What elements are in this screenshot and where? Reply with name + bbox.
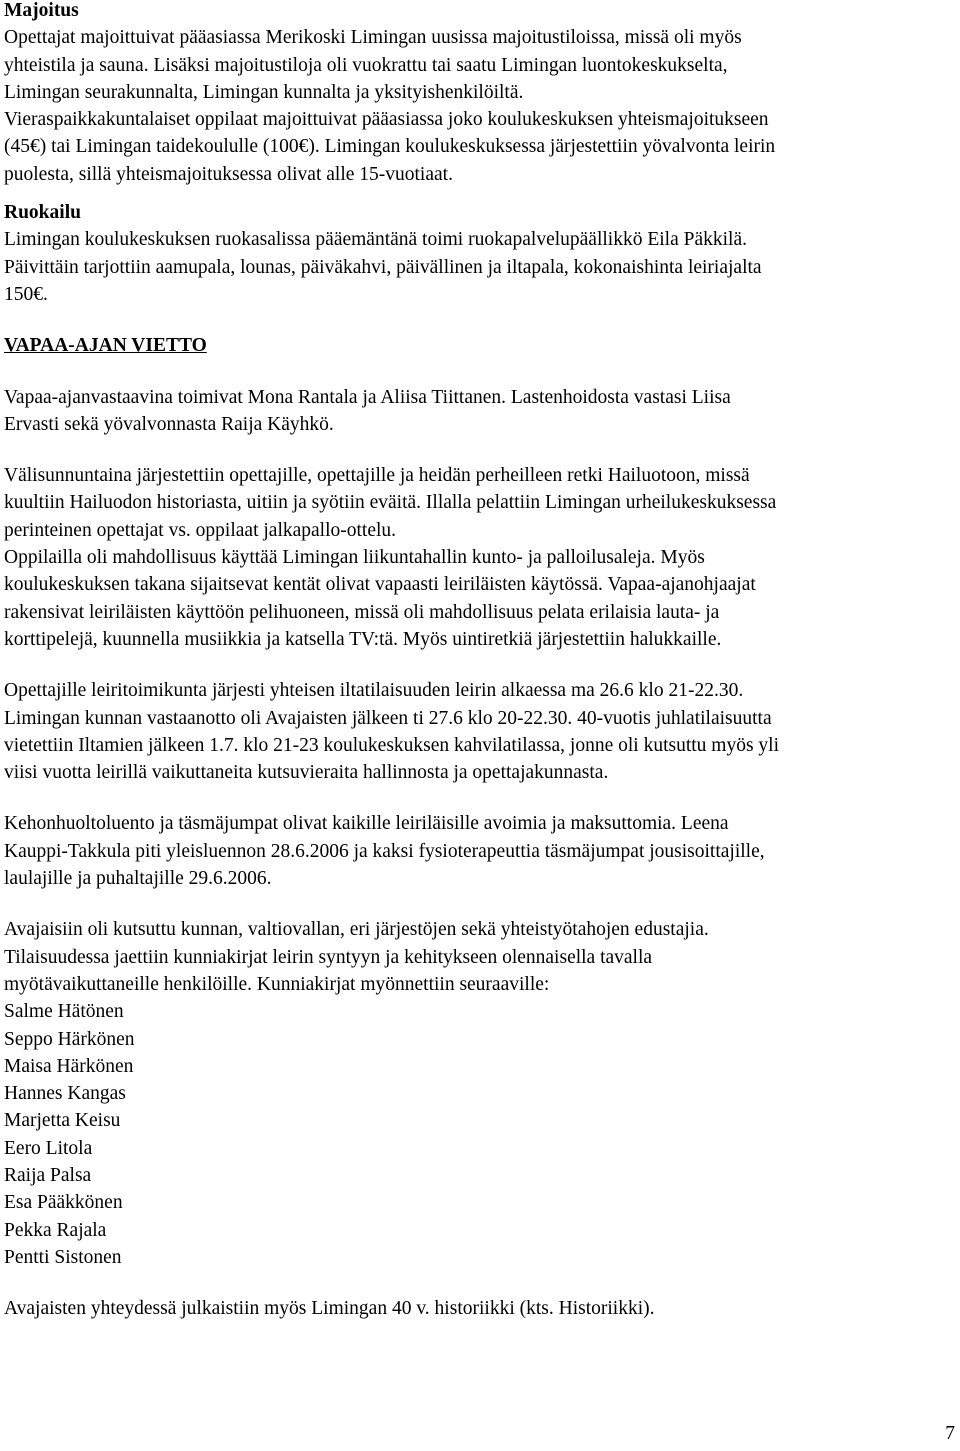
paragraph-line: laulajille ja puhaltajille 29.6.2006. [4,868,272,890]
honoree-name: Marjetta Keisu [4,1110,121,1132]
honoree-name: Pentti Sistonen [4,1246,122,1268]
majoitus-line: puolesta, sillä yhteismajoituksessa olivat alle 15-vuotiaat. [4,163,453,185]
paragraph-line: koulukeskuksen takana sijaitsevat kentät olivat vapaasti leiriläisten käytössä. Vapaa-ajanohjaajat [4,574,756,596]
ruokailu-heading: Ruokailu [4,202,81,224]
paragraph-line: Opettajille leiritoimikunta järjesti yhteisen iltatilaisuuden leirin alkaessa ma 26.6 klo 21-22.30. [4,680,744,702]
majoitus-line: Limingan seurakunnalta, Limingan kunnalta ja yksityishenkilöiltä. [4,81,524,103]
paragraph-line: Limingan kunnan vastaanotto oli Avajaisten jälkeen ti 27.6 klo 20-22.30. 40-vuotis juhlatilaisuutta [4,707,772,729]
majoitus-line: Opettajat majoittuivat pääasiassa Merikoski Limingan uusissa majoitustiloissa, missä oli myös [4,27,742,49]
honoree-name: Salme Hätönen [4,1001,124,1023]
paragraph-line: korttipelejä, kuunnella musiikkia ja katsella TV:tä. Myös uintiretkiä järjestettiin halukkaille. [4,628,722,650]
spacer [4,188,954,199]
paragraph-line: Avajaisiin oli kutsuttu kunnan, valtiovallan, eri järjestöjen sekä yhteistyötahojen edustajia. [4,919,709,941]
paragraph-vastaavat [4,384,954,439]
honoree-name: Pekka Rajala [4,1219,107,1241]
paragraph-historiikki [4,1295,954,1322]
paragraph-line: vietettiin Iltamien jälkeen 1.7. klo 21-23 koulukeskuksen kahvilatilassa, jonne oli kutsuttu myös yli [4,734,780,756]
spacer [4,786,954,810]
paragraph-line: Tilaisuudessa jaettiin kunniakirjat leirin syntyyn ja kehitykseen olennaisella tavalla [4,946,653,968]
ruokailu-line: 150€. [4,283,48,305]
paragraph-line: viisi vuotta leirillä vaikuttaneita kutsuvieraita hallinnosta ja opettajakunnasta. [4,762,609,784]
honoree-name: Esa Pääkkönen [4,1192,123,1214]
paragraph-line: Kauppi-Takkula piti yleisluennon 28.6.2006 ja kaksi fysioterapeuttia täsmäjumpat jousisoittajille, [4,840,765,862]
vapaa-ajan-section [4,332,954,1322]
paragraph-line: perinteinen opettajat vs. oppilaat jalkapallo-ottelu. [4,519,397,541]
paragraph-line: Avajaisten yhteydessä julkaistiin myös Limingan 40 v. historiikki (kts. Historiikki). [4,1298,655,1320]
majoitus-section [4,0,954,188]
paragraph-line: myötävaikuttaneille henkilöille. Kunniakirjat myönnettiin seuraaville: [4,973,550,995]
paragraph-avajaiset [4,916,954,998]
paragraph-line: rakensivat leiriläisten käyttöön pelihuoneen, missä oli mahdollisuus pelata erilaisia lauta- ja [4,601,720,623]
spacer [4,892,954,916]
honoree-name: Eero Litola [4,1137,93,1159]
paragraph-line: Vapaa-ajanvastaavina toimivat Mona Rantala ja Aliisa Tiittanen. Lastenhoidosta vastasi Liisa [4,386,731,408]
majoitus-line: (45€) tai Limingan taidekoululle (100€). Limingan koulukeskuksessa järjestettiin yövalvonta leirin [4,136,776,158]
honoree-name: Seppo Härkönen [4,1028,135,1050]
majoitus-heading: Majoitus [4,0,79,21]
paragraph-line: kuultiin Hailuodon historiasta, uitiin ja syötiin eväitä. Illalla pelattiin Limingan urheilukeskuksessa [4,492,777,514]
spacer [4,308,954,332]
majoitus-line: Vieraspaikkakuntalaiset oppilaat majoittuivat pääasiassa joko koulukeskuksen yhteismajoitukseen [4,109,769,131]
honoree-name: Maisa Härkönen [4,1055,134,1077]
page-number: 7 [945,1423,955,1444]
spacer [4,1271,954,1295]
paragraph-line: Oppilailla oli mahdollisuus käyttää Limingan liikuntahallin kunto- ja palloilusaleja. Myös [4,547,705,569]
spacer [4,360,954,384]
ruokailu-line: Limingan koulukeskuksen ruokasalissa pääemäntänä toimi ruokapalvelupäällikkö Eila Päkkilä. [4,229,747,251]
paragraph-retki [4,462,954,653]
paragraph-iltatilaisuus [4,677,954,786]
spacer [4,438,954,462]
paragraph-line: Välisunnuntaina järjestettiin opettajille, opettajille ja heidän perheilleen retki Hailuotoon, missä [4,465,750,487]
document-page [4,0,954,1322]
ruokailu-line: Päivittäin tarjottiin aamupala, lounas, päiväkahvi, päivällinen ja iltapala, kokonaishinta leiriajalta [4,256,762,278]
paragraph-kehonhuolto [4,810,954,892]
majoitus-line: yhteistila ja sauna. Lisäksi majoitustiloja oli vuokrattu tai saatu Limingan luontokeskukselta, [4,54,728,76]
honoree-list [4,998,954,1271]
honoree-name: Raija Palsa [4,1164,92,1186]
ruokailu-section [4,199,954,308]
honoree-name: Hannes Kangas [4,1083,126,1105]
paragraph-line: Kehonhuoltoluento ja täsmäjumpat olivat kaikille leiriläisille avoimia ja maksuttomia. Leena [4,813,729,835]
paragraph-line: Ervasti sekä yövalvonnasta Raija Käyhkö. [4,413,334,435]
spacer [4,653,954,677]
vapaa-ajan-heading: VAPAA-AJAN VIETTO [4,335,207,357]
